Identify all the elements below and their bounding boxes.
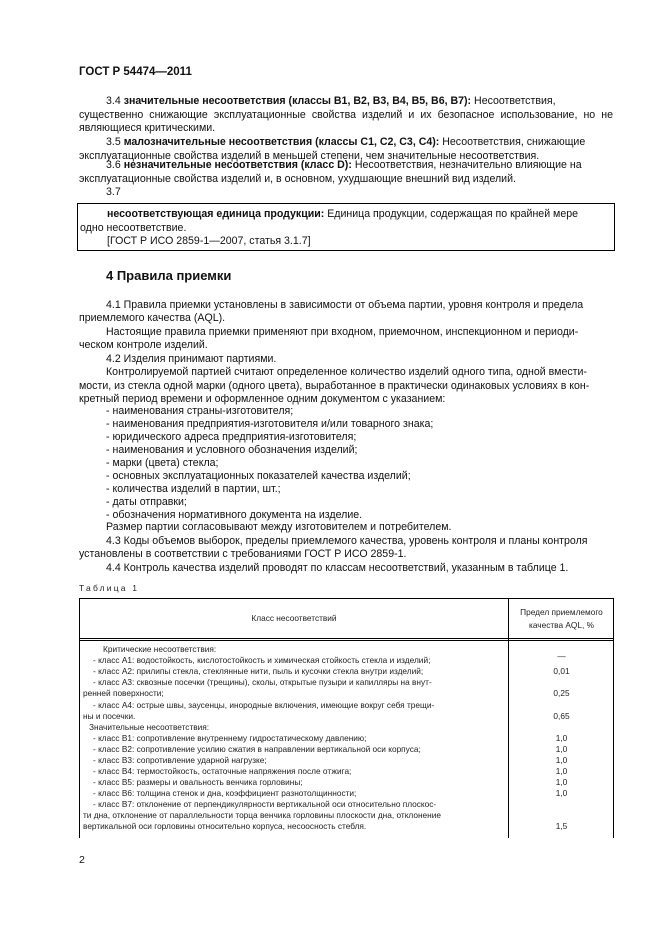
table-row-a3-cont: ренней поверхности; — [83, 688, 164, 698]
list-item: - даты отправки; — [106, 496, 187, 508]
header-separator — [80, 638, 613, 641]
table-value-b4: 1,0 — [555, 766, 568, 776]
table-value-b7: 1,5 — [555, 821, 568, 831]
term-text: эксплуатационные свойства изделий в меньшей степени, чем значительные несоответствия. — [79, 149, 540, 162]
table-value-b5: 1,0 — [555, 777, 568, 787]
paragraph-4-2b: Контролируемой партией считают определенное количество изделий одного типа, одной вмести- — [106, 366, 587, 378]
table-value-b2: 1,0 — [555, 744, 568, 754]
table-row-b3: - класс В3: сопротивление ударной нагрузке; — [93, 755, 267, 765]
list-item: - обозначения нормативного документа на изделие. — [106, 509, 363, 521]
table-row-b1: - класс В1: сопротивление внутреннему гидростатическому давлению; — [93, 733, 367, 743]
term-title: значительные несоответствия (классы В1, В2, В3, В4, В5, В6, В7): — [123, 95, 472, 107]
table-row-b4: - класс В4: термостойкость, остаточные напряжения после отжига; — [93, 766, 352, 776]
paragraph-4-1-cont: приемлемого качества (AQL). — [79, 312, 226, 324]
term-text: эксплуатационные свойства изделий и, в основном, ухудшающие внешний вид изделий. — [79, 172, 516, 185]
term-text: существенно снижающие эксплуатационные свойства изделий и их безопасное использование, но не являющиеся критическими. — [79, 108, 613, 135]
nonconformity-table — [79, 598, 614, 838]
list-item: - количества изделий в партии, шт.; — [106, 483, 281, 495]
table-row-b7-cont: ти дна, отклонение от параллельности торца венчика горловины плоскости дна, отклонение — [83, 810, 441, 820]
list-item: - наименования предприятия-изготовителя и/или товарного знака; — [106, 418, 434, 430]
header-aql — [509, 606, 614, 632]
table-row-b2: - класс В2: сопротивление усилию сжатия в направлении вертикальной оси корпуса; — [93, 744, 421, 754]
header-aql-line2: качества AQL, % — [529, 620, 594, 630]
definition-box — [77, 203, 615, 251]
paragraph-4-2: 4.2 Изделия принимают партиями. — [106, 353, 277, 365]
term-text: Несоответствия, незначительно влияющие на — [351, 159, 582, 171]
section-title: 4 Правила приемки — [106, 268, 232, 283]
term-title: малозначительные несоответствия (классы С1, С2, С3, С4): — [123, 136, 440, 148]
table-value-b1: 1,0 — [555, 733, 568, 743]
table-value-a3: 0,25 — [553, 688, 570, 698]
definition-text: Единица продукции, содержащая по крайней мере — [324, 208, 579, 220]
table-value-a1: — — [557, 651, 566, 661]
list-item: - марки (цвета) стекла; — [106, 457, 219, 469]
table-row-b5: - класс В5: размеры и овальность венчика горловины; — [93, 777, 303, 787]
term-3-6 — [79, 159, 613, 186]
term-3-4 — [79, 95, 613, 136]
table-value-b3: 1,0 — [555, 755, 568, 765]
table-value-b6: 1,0 — [555, 788, 568, 798]
paragraph-4-3: 4.3 Коды объемов выборок, пределы приемлемого качества, уровень контроля и планы контроля — [106, 535, 588, 547]
definition-term: несоответствующая единица продукции: — [107, 208, 325, 220]
paragraph-4-2b-cont: мости, из стекла одной марки (одного цвета), выработанное в практически одинаковых условиях в кон- — [79, 380, 590, 392]
header-class: Класс несоответствий — [251, 613, 337, 623]
table-caption: Таблица 1 — [79, 583, 140, 593]
term-number: 3.5 — [106, 136, 121, 148]
paragraph-4-1b: Настоящие правила приемки применяют при входном, приемочном, инспекционном и периоди- — [106, 326, 579, 338]
paragraph-4-1b-cont: ческом контроле изделий. — [79, 339, 208, 351]
term-text: Несоответствия, снижающие — [439, 136, 586, 148]
table-row-a3: - класс А3: сквозные посечки (трещины), сколы, открытые пузыри и капилляры на внут- — [93, 677, 432, 687]
table-row-a4-cont: ны и посечки. — [83, 711, 136, 721]
table-row-b6: - класс В6: толщина стенок и дна, коэффициент разнотолщинности; — [93, 788, 357, 798]
document-header: ГОСТ Р 54474—2011 — [79, 66, 192, 78]
table-row-b7-cont2: вертикальной оси горловины относительно корпуса, несоосность стебля. — [83, 821, 367, 831]
page-number: 2 — [79, 854, 85, 866]
definition-reference: [ГОСТ Р ИСО 2859-1—2007, статья 3.1.7] — [107, 235, 311, 247]
term-title: незначительные несоответствия (класс D): — [123, 159, 352, 171]
term-number: 3.4 — [106, 95, 121, 107]
table-row-critical-heading: Критические несоответствия: — [103, 644, 217, 654]
definition-line-2: одно несоответствие. — [80, 222, 187, 234]
list-item: - юридического адреса предприятия-изготовителя; — [106, 431, 357, 443]
list-item: - наименования и условного обозначения изделий; — [106, 444, 358, 456]
table-row-major-heading: Значительные несоответствия: — [89, 722, 210, 732]
definition-line-1 — [80, 208, 612, 222]
list-item: - наименования страны-изготовителя; — [106, 405, 294, 417]
table-row-a2: - класс А2: прилипы стекла, стеклянные нити, пыль и кусочки стекла внутри изделий; — [93, 666, 424, 676]
paragraph-4-2b-cont: кретный период времени и оформленное одним документом с указанием: — [79, 393, 446, 405]
list-item: - основных эксплуатационных показателей качества изделий; — [106, 470, 411, 482]
term-number: 3.6 — [106, 159, 121, 171]
term-text: Несоответствия, — [471, 95, 556, 107]
paragraph-4-1: 4.1 Правила приемки установлены в зависимости от объема партии, уровня контроля и предела — [106, 299, 584, 311]
header-aql-line1: Предел приемлемого — [520, 607, 603, 617]
table-value-a4: 0,65 — [553, 711, 570, 721]
table-row-a4: - класс А4: острые швы, заусенцы, инородные включения, имеющие вокруг себя трещи- — [93, 700, 435, 710]
paragraph-4-4: 4.4 Контроль качества изделий проводят по классам несоответствий, указанным в таблице 1. — [106, 562, 569, 574]
paragraph-lot-size: Размер партии согласовывают между изготовителем и потребителем. — [106, 521, 452, 533]
paragraph-4-3-cont: установлены в соответствии с требованиями ГОСТ Р ИСО 2859-1. — [79, 548, 407, 560]
table-row-b7: - класс В7: отклонение от перпендикулярности вертикальной оси относительно плоскос- — [93, 799, 437, 809]
term-3-7-number: 3.7 — [106, 186, 121, 198]
table-value-a2: 0,01 — [553, 666, 570, 676]
table-row-a1: - класс А1: водостойкость, кислотостойкость и химическая стойкость стекла и изделий; — [93, 655, 431, 665]
